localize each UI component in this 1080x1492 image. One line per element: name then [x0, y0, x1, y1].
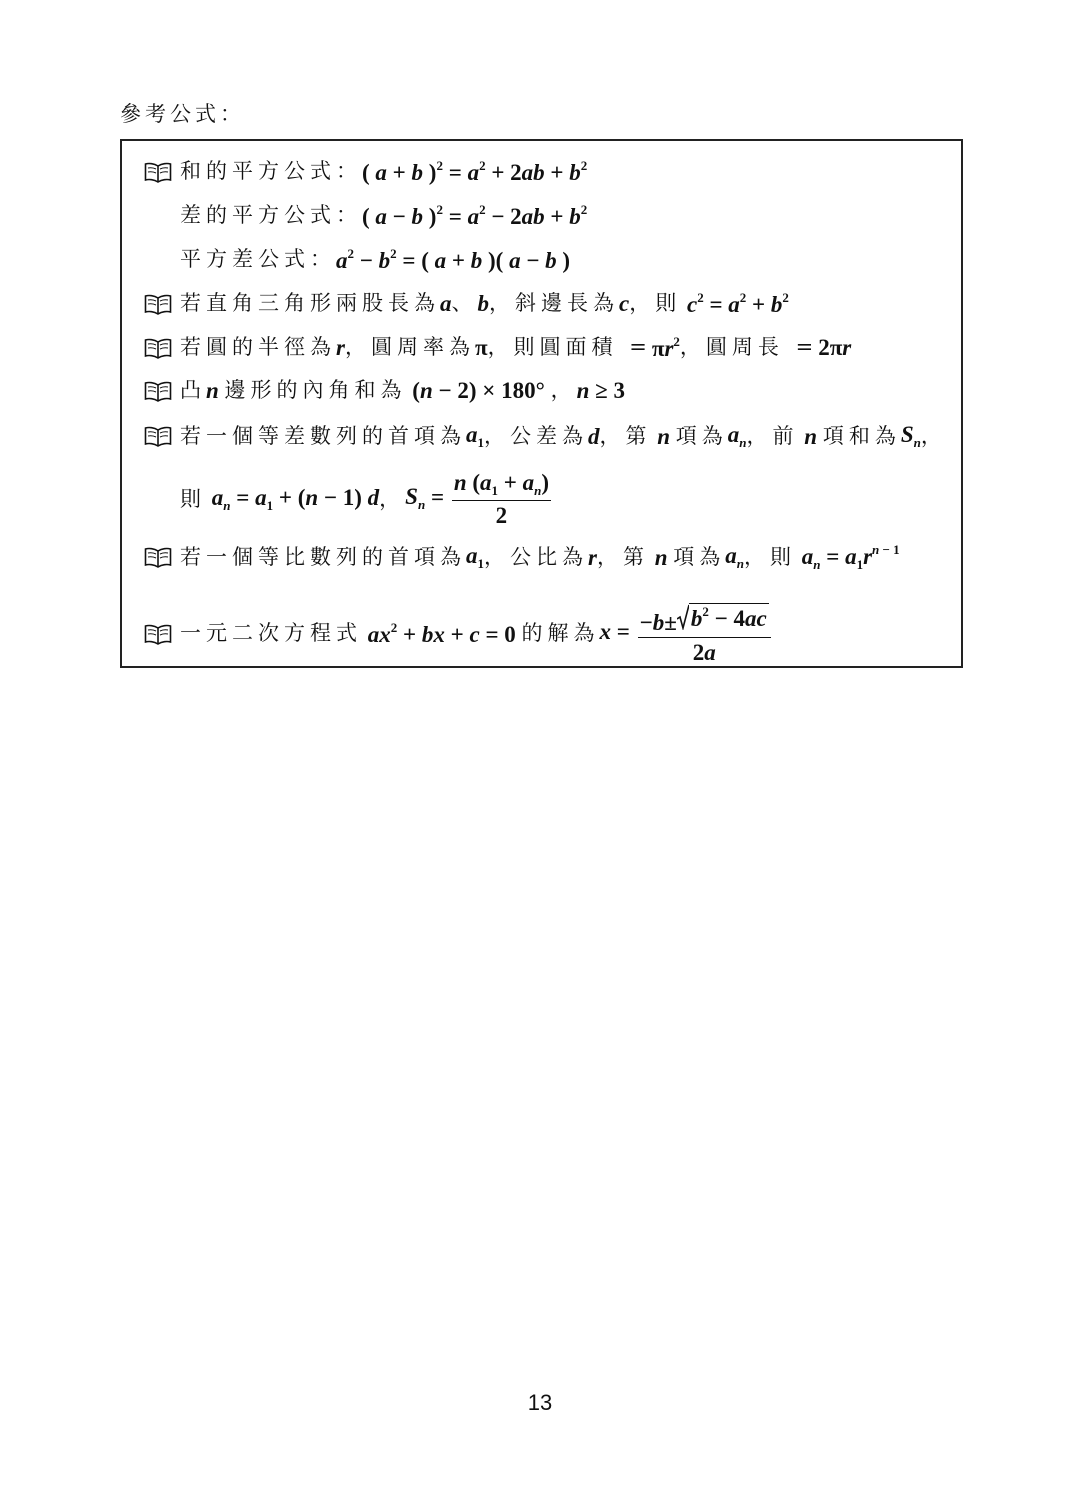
formula-expression: ( a + b )$^2 = a^2 + 2ab + b^2$ — [362, 158, 588, 185]
partial-sum-expression: $S_n$ = $\frac{n (a_1 + a_n)}{2}$ — [405, 470, 550, 528]
formula-arithmetic-sequence-continued — [180, 471, 951, 527]
formula-text: ， — [379, 486, 406, 511]
formula-text: 項為 — [673, 544, 726, 569]
formula-polygon-angles — [144, 379, 951, 402]
square-root: $b^2 - 4ac$ — [677, 603, 769, 630]
formula-text: 邊形的內角和為 — [224, 378, 407, 402]
variable-a: a — [440, 291, 452, 316]
variable-n: n — [654, 544, 668, 570]
page-heading: 參考公式： — [120, 102, 245, 126]
formula-square-of-difference — [180, 203, 951, 228]
formula-difference-of-squares — [180, 247, 951, 272]
formula-expression: $a_n = a_1r^{n - 1}$ — [801, 542, 900, 572]
quadratic-equation: $ax^2$ + bx + c = 0 — [367, 620, 522, 647]
variable-n: n — [804, 423, 818, 449]
fraction — [452, 471, 551, 527]
formula-geometric-sequence — [144, 543, 951, 571]
formula-label: 平方差公式： — [180, 247, 336, 271]
book-icon — [144, 623, 172, 645]
fraction-denominator: 2a — [692, 640, 716, 665]
page-number: 13 — [527, 1390, 553, 1415]
book-icon — [144, 425, 172, 447]
fraction-denominator: 2 — [495, 503, 508, 528]
formula-text: 則 — [180, 486, 206, 511]
fraction-numerator: n $(a_1 + a_n)$ — [452, 471, 551, 501]
fraction — [638, 603, 771, 664]
formula-text: ，第 — [599, 423, 652, 448]
formula-arithmetic-sequence — [144, 423, 951, 449]
formula-text: ，則圓面積 = — [487, 335, 652, 359]
formula-text: ，前 — [746, 423, 799, 448]
formula-text: 凸 — [180, 378, 206, 402]
variable-n: n — [657, 423, 671, 449]
formula-text: 一元二次方程式 — [180, 621, 362, 645]
formula-text: ，斜邊長為 — [489, 291, 619, 315]
variable-r: r — [336, 335, 345, 360]
formula-text: 若圓的半徑為 — [180, 335, 336, 359]
book-icon — [144, 546, 172, 568]
formula-label: 和的平方公式： — [180, 159, 362, 183]
formula-expression: ( a − b )$^2 = a^2 - 2ab + b^2$ — [362, 202, 588, 229]
common-ratio: r — [588, 544, 597, 570]
formula-text: 若一個等比數列的首項為 — [180, 544, 466, 569]
formula-text: ， — [550, 378, 577, 402]
quadratic-solution: x = −b± $b^2 - 4ac$ 2a — [600, 603, 773, 664]
formula-text: 的解為 — [521, 621, 600, 645]
circle-circumference-expression: 2πr — [818, 335, 852, 360]
formula-expression: $c^2 = a^2 + b^2$ — [686, 290, 789, 317]
formula-expression: $a^2 - b^2$ = ( a + b )( a − b ) — [336, 246, 571, 273]
book-icon — [144, 380, 172, 402]
formula-text: 若一個等差數列的首項為 — [180, 423, 466, 448]
nth-term: $a_n$ — [725, 543, 744, 571]
variable-b: b — [477, 291, 489, 316]
formula-expression: (n − 2) × 180° — [406, 378, 551, 403]
formula-text: 、 — [451, 291, 478, 315]
formula-square-of-sum — [144, 159, 951, 184]
nth-term: $a_n$ — [727, 422, 747, 450]
variable-pi: π — [474, 335, 488, 360]
nth-term-expression: $a_n = a_1 + (n - 1)$ d — [211, 485, 380, 513]
formula-text: ，公比為 — [484, 544, 588, 569]
formula-condition: n ≥ 3 — [576, 378, 626, 403]
formula-text: ，第 — [596, 544, 649, 569]
formula-text: 項為 — [675, 423, 728, 448]
fraction-numerator: −b± $b^2 - 4ac$ — [638, 603, 771, 638]
formula-text: 項和為 — [822, 423, 901, 448]
formula-text: ，公差為 — [484, 423, 588, 448]
formula-pythagorean — [144, 291, 951, 316]
formula-circle — [144, 335, 951, 360]
radical-sign-icon — [677, 604, 689, 630]
formula-text: ，圓周長 = — [679, 335, 819, 359]
formula-quadratic — [144, 603, 951, 664]
book-icon — [144, 161, 172, 183]
first-term: $a_1$ — [466, 422, 484, 450]
partial-sum: $S_n$ — [900, 422, 921, 450]
variable-c: c — [619, 291, 630, 316]
first-term: $a_1$ — [466, 543, 484, 571]
formula-text: 若直角三角形兩股長為 — [180, 291, 440, 315]
circle-area-expression: $\pi r^2$ — [651, 334, 680, 361]
formula-text: ，則 — [629, 291, 682, 315]
book-icon — [144, 293, 172, 315]
book-icon — [144, 337, 172, 359]
variable-n: n — [206, 378, 219, 403]
formula-text: ， — [920, 423, 947, 448]
common-difference: d — [588, 423, 600, 449]
reference-formula-box — [120, 139, 963, 668]
formula-text: ，則 — [743, 544, 796, 569]
formula-label: 差的平方公式： — [180, 203, 362, 227]
formula-text: ，圓周率為 — [344, 335, 475, 359]
